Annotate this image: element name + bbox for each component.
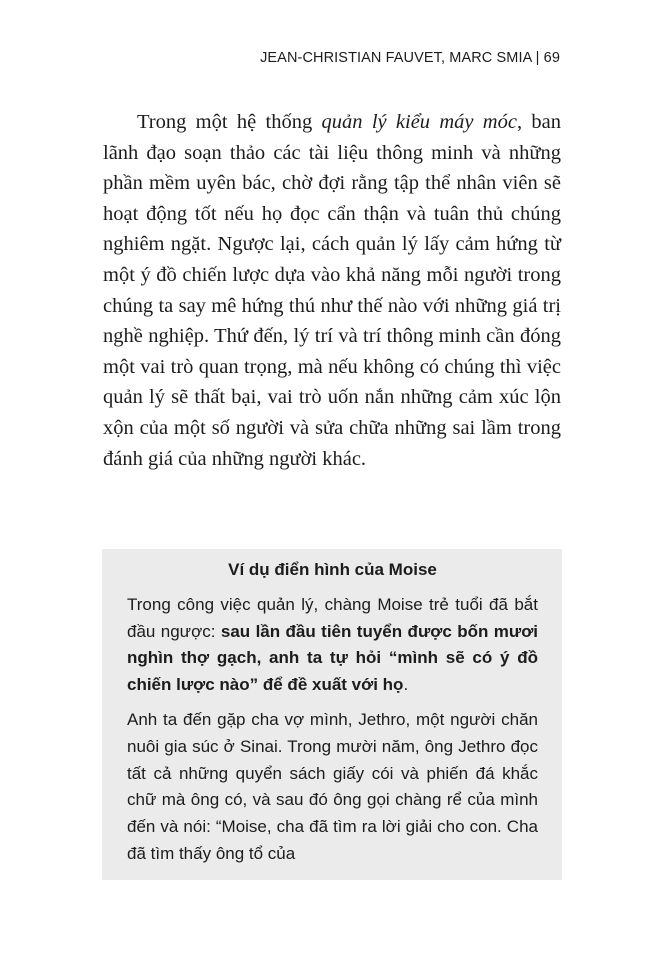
example-box [102,549,562,880]
box-paragraph [127,592,538,699]
running-head: JEAN-CHRISTIAN FAUVET, MARC SMIA | 69 [260,50,560,66]
box-title: Ví dụ điển hình của Moise [228,560,437,579]
paragraph-text: Trong một hệ thống [137,111,322,133]
emphasis-text: quản lý kiểu máy móc [321,111,517,133]
box-paragraph-text: Trong công việc quản lý, chàng Moise trẻ tuổi đã bắt đầu ngược: [127,594,538,641]
paragraph [103,107,561,474]
box-paragraph: Anh ta đến gặp cha vợ mình, Jethro, một người chăn nuôi gia súc ở Sinai. Trong mười năm, ông Jethro đọc tất cả những quyển sách giấy cói và phiến đá khắc chữ mà ông có, và sau đó ông gọi chàng rể của mình đến và nói: “Moise, cha đã tìm ra lời giải cho con. Cha đã tìm thấy ông tổ của [127,709,538,863]
box-bold-text: sau lần đầu tiên tuyển được bốn mươi nghìn thợ gạch, anh ta tự hỏi “mình sẽ có ý đồ chiến lược nào” để đề xuất với họ [127,621,538,695]
paragraph-text: , ban lãnh đạo soạn thảo các tài liệu thông minh và những phần mềm uyên bác, chờ đợi rằng tập thể nhân viên sẽ hoạt động tốt nếu họ đọc cẩn thận và tuân thủ chúng nghiêm ngặt. Ngược lại, cách quản lý lấy cảm hứng từ một ý đồ chiến lược dựa vào khả năng mỗi người trong chúng ta say mê hứng thú như thế nào với những giá trị nghề nghiệp. Thứ đến, lý trí và trí thông minh cần đóng một vai trò quan trọng, mà nếu không có chúng thì việc quản lý sẽ thất bại, vai trò uốn nắn những cảm xúc lộn xộn của một số người và sửa chữa những sai lầm trong đánh giá của những người khác. [103,111,561,470]
box-paragraph-end: . [403,675,409,695]
main-text [103,107,561,474]
